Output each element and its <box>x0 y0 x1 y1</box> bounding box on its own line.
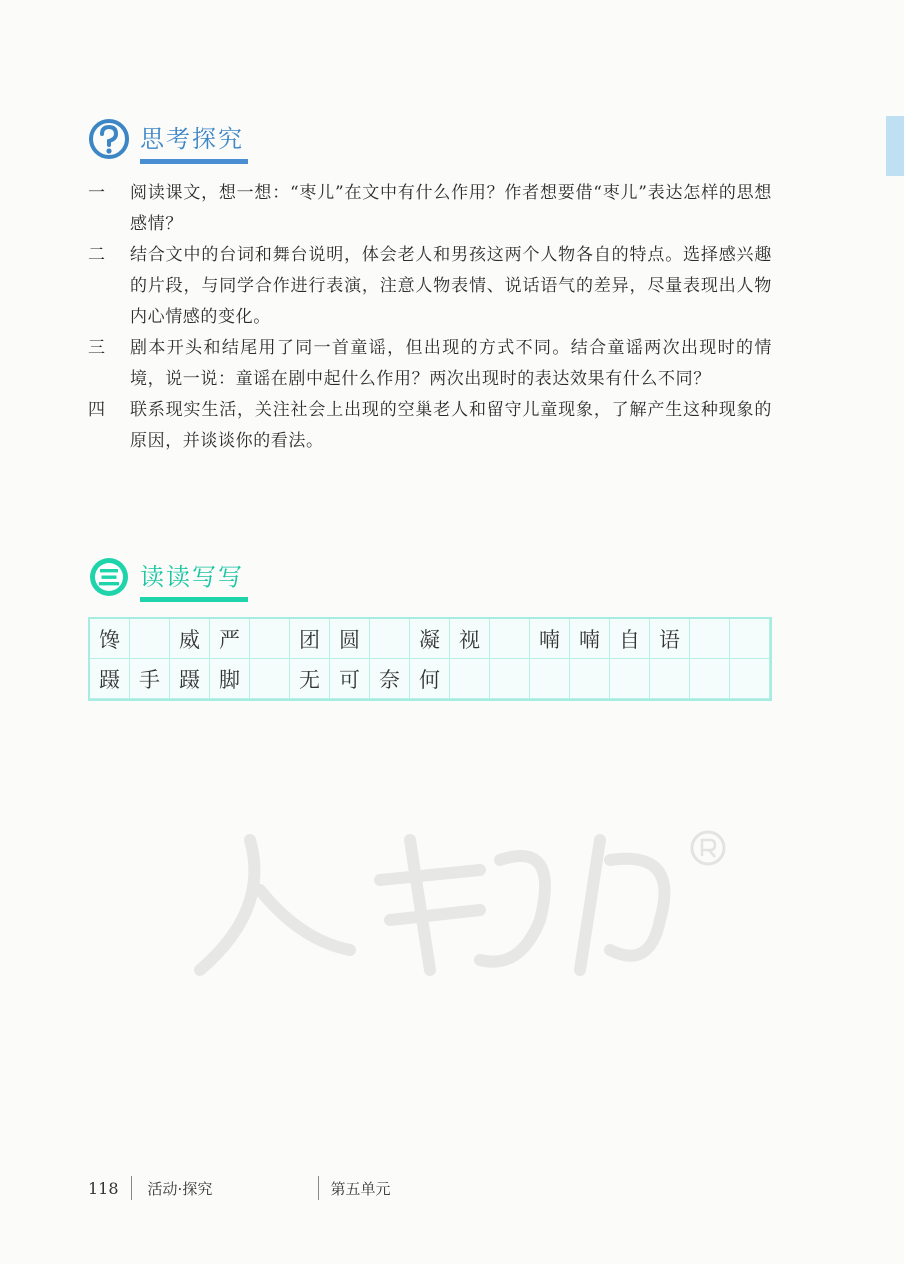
page-footer <box>88 1176 391 1200</box>
footer-section: 活动·探究 <box>147 1179 213 1198</box>
grid-cell <box>490 659 530 699</box>
grid-cell: 脚 <box>210 659 250 699</box>
grid-cell: 圆 <box>330 619 370 659</box>
grid-cell: 喃 <box>530 619 570 659</box>
section-title: 思考探究 <box>140 119 244 160</box>
section-header-think <box>88 118 244 160</box>
grid-cell: 手 <box>130 659 170 699</box>
grid-cell <box>450 659 490 699</box>
grid-cell <box>650 659 690 699</box>
divider <box>131 1176 132 1200</box>
grid-cell: 奈 <box>370 659 410 699</box>
publisher-watermark <box>180 800 740 1000</box>
grid-cell <box>130 619 170 659</box>
question-text: 剧本开头和结尾用了同一首童谣，但出现的方式不同。结合童谣两次出现时的情境，说一说：童谣在剧中起什么作用？两次出现时的表达效果有什么不同？ <box>130 338 772 389</box>
question-mark-icon <box>88 118 130 160</box>
section-header-read-write <box>88 556 244 598</box>
question-item <box>88 178 772 240</box>
grid-cell: 何 <box>410 659 450 699</box>
grid-cell: 馋 <box>90 619 130 659</box>
section-title: 读读写写 <box>140 557 244 598</box>
question-number: 四 <box>88 400 105 420</box>
grid-cell: 凝 <box>410 619 450 659</box>
grid-cell: 蹑 <box>90 659 130 699</box>
grid-cell <box>570 659 610 699</box>
grid-cell <box>250 659 290 699</box>
page-number: 118 <box>88 1178 119 1198</box>
grid-cell <box>250 619 290 659</box>
question-number: 三 <box>88 338 105 358</box>
grid-cell: 威 <box>170 619 210 659</box>
grid-cell: 严 <box>210 619 250 659</box>
grid-cell: 蹑 <box>170 659 210 699</box>
grid-cell: 可 <box>330 659 370 699</box>
grid-cell <box>530 659 570 699</box>
grid-cell <box>690 619 730 659</box>
grid-cell: 团 <box>290 619 330 659</box>
question-number: 二 <box>88 245 105 265</box>
grid-cell: 喃 <box>570 619 610 659</box>
question-text: 结合文中的台词和舞台说明，体会老人和男孩这两个人物各自的特点。选择感兴趣的片段，与同学合作进行表演，注意人物表情、说话语气的差异，尽量表现出人物内心情感的变化。 <box>130 245 772 327</box>
grid-cell: 无 <box>290 659 330 699</box>
grid-cell <box>730 619 770 659</box>
section-three-icon <box>88 556 130 598</box>
question-item <box>88 395 772 457</box>
writing-grid <box>88 617 772 701</box>
question-text: 联系现实生活，关注社会上出现的空巢老人和留守儿童现象，了解产生这种现象的原因，并谈谈你的看法。 <box>130 400 772 451</box>
edge-tab <box>886 116 904 176</box>
grid-cell <box>610 659 650 699</box>
grid-cell: 视 <box>450 619 490 659</box>
question-number: 一 <box>88 183 105 203</box>
question-item <box>88 333 772 395</box>
question-item <box>88 240 772 333</box>
grid-cell: 自 <box>610 619 650 659</box>
question-text: 阅读课文，想一想：“枣儿”在文中有什么作用？作者想要借“枣儿”表达怎样的思想感情？ <box>130 183 772 234</box>
question-list <box>88 178 772 457</box>
grid-cell <box>490 619 530 659</box>
grid-cell: 语 <box>650 619 690 659</box>
grid-cell <box>690 659 730 699</box>
grid-cell <box>370 619 410 659</box>
grid-cell <box>730 659 770 699</box>
footer-unit: 第五单元 <box>330 1179 391 1198</box>
divider <box>318 1176 319 1200</box>
